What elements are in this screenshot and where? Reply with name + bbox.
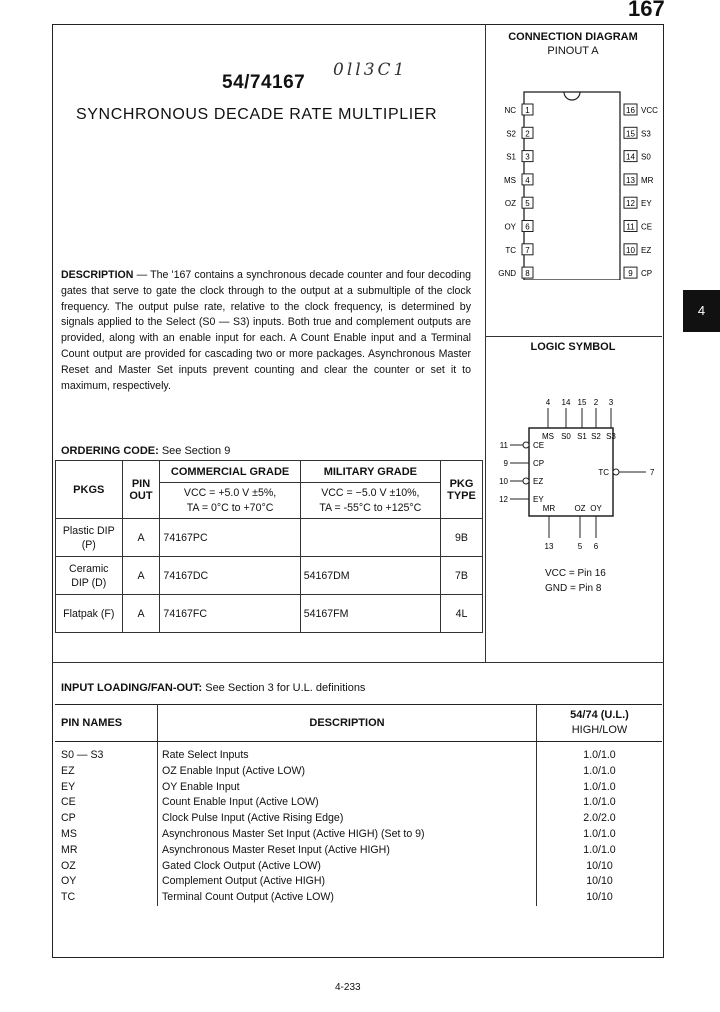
pkg-cell: Flatpak (F) bbox=[56, 595, 123, 633]
com-cell: 74167PC bbox=[160, 519, 300, 557]
com-cond-1: VCC = +5.0 V ±5%, bbox=[183, 486, 277, 499]
connection-pins bbox=[498, 104, 658, 278]
pin-name-cell: MS bbox=[55, 827, 158, 843]
ul-cell: 2.0/2.0 bbox=[583, 812, 616, 825]
section-tab: 4 bbox=[683, 290, 720, 332]
page-footer: 4-233 bbox=[335, 982, 361, 993]
pin-number: 6 bbox=[593, 542, 599, 551]
pin-cell: A bbox=[122, 519, 160, 557]
section-divider bbox=[52, 662, 664, 663]
ul-cell: 1.0/1.0 bbox=[583, 780, 616, 793]
pin-number: 4 bbox=[545, 398, 551, 407]
pin-name-cell: TC bbox=[55, 890, 158, 906]
inversion-bubble bbox=[613, 469, 619, 475]
ordering-code-heading bbox=[61, 445, 230, 457]
col-pkg-type: PKG TYPE bbox=[440, 461, 482, 519]
connection-diagram-subtitle: PINOUT A bbox=[547, 45, 599, 57]
pin-number: 16 bbox=[626, 106, 635, 115]
part-number: 54/74167 bbox=[222, 72, 306, 93]
table-row bbox=[55, 795, 662, 811]
input-loading-table bbox=[55, 704, 662, 906]
pin-number: 11 bbox=[626, 222, 635, 232]
table-row bbox=[55, 764, 662, 780]
col-pin-names: PIN NAMES bbox=[55, 705, 158, 742]
vcc-note: VCC = Pin 16 bbox=[545, 568, 606, 579]
description-cell: Count Enable Input (Active LOW) bbox=[158, 795, 537, 811]
table-row bbox=[55, 874, 662, 890]
mil-cell: 54167DM bbox=[300, 557, 440, 595]
chip-body bbox=[524, 92, 620, 280]
description-cell: Asynchronous Master Reset Input (Active HIGH) bbox=[158, 843, 537, 859]
pin-label: CP bbox=[533, 459, 545, 468]
input-loading-rows bbox=[55, 742, 662, 906]
logic-symbol bbox=[486, 392, 661, 557]
col-commercial: COMMERCIAL GRADE bbox=[160, 461, 300, 483]
ul-cell: 1.0/1.0 bbox=[583, 796, 616, 809]
table-row bbox=[55, 811, 662, 827]
ul-cell: 1.0/1.0 bbox=[583, 827, 616, 840]
col-description: DESCRIPTION bbox=[158, 705, 537, 742]
table-row bbox=[56, 595, 483, 633]
military-conditions bbox=[300, 483, 440, 519]
pin-number: 2 bbox=[525, 129, 530, 139]
pin-name: VCC bbox=[641, 106, 658, 115]
table-row bbox=[55, 780, 662, 796]
pin-label: MR bbox=[542, 504, 556, 513]
pin-name: NC bbox=[504, 106, 516, 115]
pin-name-cell: S0 — S3 bbox=[55, 742, 158, 764]
commercial-conditions bbox=[160, 483, 300, 519]
table-row bbox=[56, 519, 483, 557]
pin-name: MR bbox=[641, 175, 654, 185]
pin-label: CE bbox=[533, 441, 545, 450]
mil-cell: 54167FM bbox=[300, 595, 440, 633]
col-ul bbox=[537, 705, 663, 742]
pin-label: MS bbox=[542, 432, 554, 441]
pin-cell: A bbox=[122, 595, 160, 633]
table-row bbox=[55, 742, 662, 764]
description-cell: OY Enable Input bbox=[158, 780, 537, 796]
table-row bbox=[56, 557, 483, 595]
ul-cell: 10/10 bbox=[586, 875, 613, 888]
pin-name: S3 bbox=[641, 129, 651, 139]
pin-number: 7 bbox=[525, 245, 530, 255]
pin-label: S0 bbox=[561, 432, 571, 441]
pin-number: 15 bbox=[626, 129, 635, 139]
description-text: — The '167 contains a synchronous decade counter and four decoding gates that serve to gate the clock through to the output at a submultiple of the clock frequency. The output pulse rate, relative to the clock frequency, is determined by signals applied to the Select (S0 — S3) inputs. Both true and complement outputs are provided, along with an enable input for each. A Count Enable input and a Terminal Count output are provided for cascading two or more packages. Asynchronous Master Reset and Master Set inputs prevent counting and clear the counter or set it to maximum, respectively. bbox=[61, 269, 471, 392]
ul-cell: 1.0/1.0 bbox=[583, 843, 616, 856]
pin-label: S2 bbox=[591, 432, 601, 441]
input-loading-ref: See Section 3 for U.L. definitions bbox=[202, 682, 366, 694]
input-loading-label: INPUT LOADING/FAN-OUT: bbox=[61, 682, 203, 694]
table-row bbox=[55, 890, 662, 906]
ul-cell: 10/10 bbox=[586, 891, 613, 904]
pin-name: EY bbox=[641, 199, 652, 209]
pin-name-cell: MR bbox=[55, 843, 158, 859]
pin-number: 13 bbox=[544, 542, 554, 551]
chip-notch bbox=[564, 92, 580, 100]
description-paragraph bbox=[61, 268, 471, 394]
pin-number: 10 bbox=[499, 477, 508, 486]
pin-number: 5 bbox=[525, 199, 530, 209]
description-cell: Gated Clock Output (Active LOW) bbox=[158, 859, 537, 875]
inversion-bubble bbox=[523, 442, 529, 448]
table-row bbox=[55, 859, 662, 875]
pin-name: OY bbox=[504, 222, 516, 232]
pin-cell: A bbox=[122, 557, 160, 595]
ul-header-2: HIGH/LOW bbox=[571, 724, 628, 736]
pin-number: 9 bbox=[503, 459, 508, 468]
description-cell: Complement Output (Active HIGH) bbox=[158, 874, 537, 890]
inversion-bubble bbox=[523, 478, 529, 484]
pin-name: GND bbox=[498, 269, 516, 279]
mil-cell bbox=[300, 519, 440, 557]
logic-divider bbox=[485, 336, 662, 337]
pin-name-cell: OY bbox=[55, 874, 158, 890]
page-tag: 167 bbox=[628, 0, 665, 21]
pin-number: 5 bbox=[577, 542, 583, 551]
pin-label: TC bbox=[598, 468, 609, 477]
pin-label: EY bbox=[533, 495, 544, 504]
pin-number: 10 bbox=[626, 245, 635, 255]
pin-name: CP bbox=[641, 269, 653, 279]
pin-number: 9 bbox=[628, 269, 633, 279]
ordering-table bbox=[55, 460, 483, 633]
pin-label: OY bbox=[590, 504, 602, 513]
pin-name-cell: EY bbox=[55, 780, 158, 796]
com-cond-2: TA = 0°C to +70°C bbox=[186, 501, 274, 514]
com-cell: 74167FC bbox=[160, 595, 300, 633]
pin-label: S1 bbox=[577, 432, 587, 441]
description-cell: OZ Enable Input (Active LOW) bbox=[158, 764, 537, 780]
pin-number: 2 bbox=[593, 398, 599, 407]
description-cell: Rate Select Inputs bbox=[158, 742, 537, 764]
page-title: SYNCHRONOUS DECADE RATE MULTIPLIER bbox=[76, 106, 438, 123]
table-row bbox=[55, 843, 662, 859]
pin-number: 12 bbox=[499, 495, 508, 504]
mil-cond-2: TA = -55°C to +125°C bbox=[319, 501, 422, 514]
ul-cell: 1.0/1.0 bbox=[583, 749, 616, 761]
handwritten-note: 0ll3C1 bbox=[333, 60, 408, 80]
pin-label: S3 bbox=[606, 432, 616, 441]
connection-diagram bbox=[486, 80, 661, 280]
ul-cell: 10/10 bbox=[586, 859, 613, 872]
pin-number: 14 bbox=[561, 398, 571, 407]
input-loading-heading bbox=[61, 682, 365, 694]
pin-name: MS bbox=[504, 175, 516, 185]
ordering-ref: See Section 9 bbox=[158, 445, 231, 457]
gnd-note: GND = Pin 8 bbox=[545, 583, 602, 594]
pin-name: S2 bbox=[506, 129, 516, 139]
pin-name: S1 bbox=[506, 152, 516, 162]
pin-number: 1 bbox=[525, 106, 530, 115]
description-label: DESCRIPTION bbox=[61, 269, 134, 281]
pin-number: 6 bbox=[525, 222, 530, 232]
pin-number: 8 bbox=[525, 269, 530, 279]
col-military: MILITARY GRADE bbox=[300, 461, 440, 483]
pkg-cell: Plastic DIP (P) bbox=[56, 519, 123, 557]
pin-number: 12 bbox=[626, 199, 635, 209]
pin-label: OZ bbox=[574, 504, 586, 513]
mil-cond-1: VCC = −5.0 V ±10%, bbox=[321, 486, 420, 499]
pin-number: 13 bbox=[626, 175, 635, 185]
pin-name: S0 bbox=[641, 152, 651, 162]
pin-number: 11 bbox=[499, 441, 508, 450]
ul-header-1: 54/74 (U.L.) bbox=[570, 709, 629, 721]
pin-number: 3 bbox=[608, 398, 614, 407]
description-cell: Asynchronous Master Set Input (Active HIGH) (Set to 9) bbox=[158, 827, 537, 843]
table-row bbox=[55, 827, 662, 843]
pin-number: 7 bbox=[650, 468, 655, 477]
type-cell: 7B bbox=[440, 557, 482, 595]
ordering-label: ORDERING CODE: bbox=[61, 445, 159, 457]
type-cell: 4L bbox=[440, 595, 482, 633]
pin-label: EZ bbox=[533, 477, 544, 486]
col-pkgs: PKGS bbox=[56, 461, 123, 519]
pin-name-cell: CP bbox=[55, 811, 158, 827]
description-cell: Terminal Count Output (Active LOW) bbox=[158, 890, 537, 906]
pin-number: 3 bbox=[525, 152, 530, 162]
ul-cell: 1.0/1.0 bbox=[583, 764, 616, 777]
pin-name: TC bbox=[505, 245, 516, 255]
pin-name-cell: CE bbox=[55, 795, 158, 811]
logic-symbol-title: LOGIC SYMBOL bbox=[530, 341, 616, 353]
pin-number: 15 bbox=[577, 398, 587, 407]
pin-name: OZ bbox=[504, 199, 516, 209]
pin-name: EZ bbox=[641, 245, 652, 255]
description-cell: Clock Pulse Input (Active Rising Edge) bbox=[158, 811, 537, 827]
connection-diagram-title: CONNECTION DIAGRAM bbox=[508, 31, 638, 43]
pin-number: 4 bbox=[525, 175, 530, 185]
col-pin-out: PIN OUT bbox=[122, 461, 160, 519]
com-cell: 74167DC bbox=[160, 557, 300, 595]
pin-name-cell: EZ bbox=[55, 764, 158, 780]
pin-name: CE bbox=[641, 222, 653, 232]
pkg-cell: Ceramic DIP (D) bbox=[56, 557, 123, 595]
logic-pins bbox=[499, 398, 655, 551]
pin-number: 14 bbox=[626, 152, 635, 162]
pin-name-cell: OZ bbox=[55, 859, 158, 875]
type-cell: 9B bbox=[440, 519, 482, 557]
